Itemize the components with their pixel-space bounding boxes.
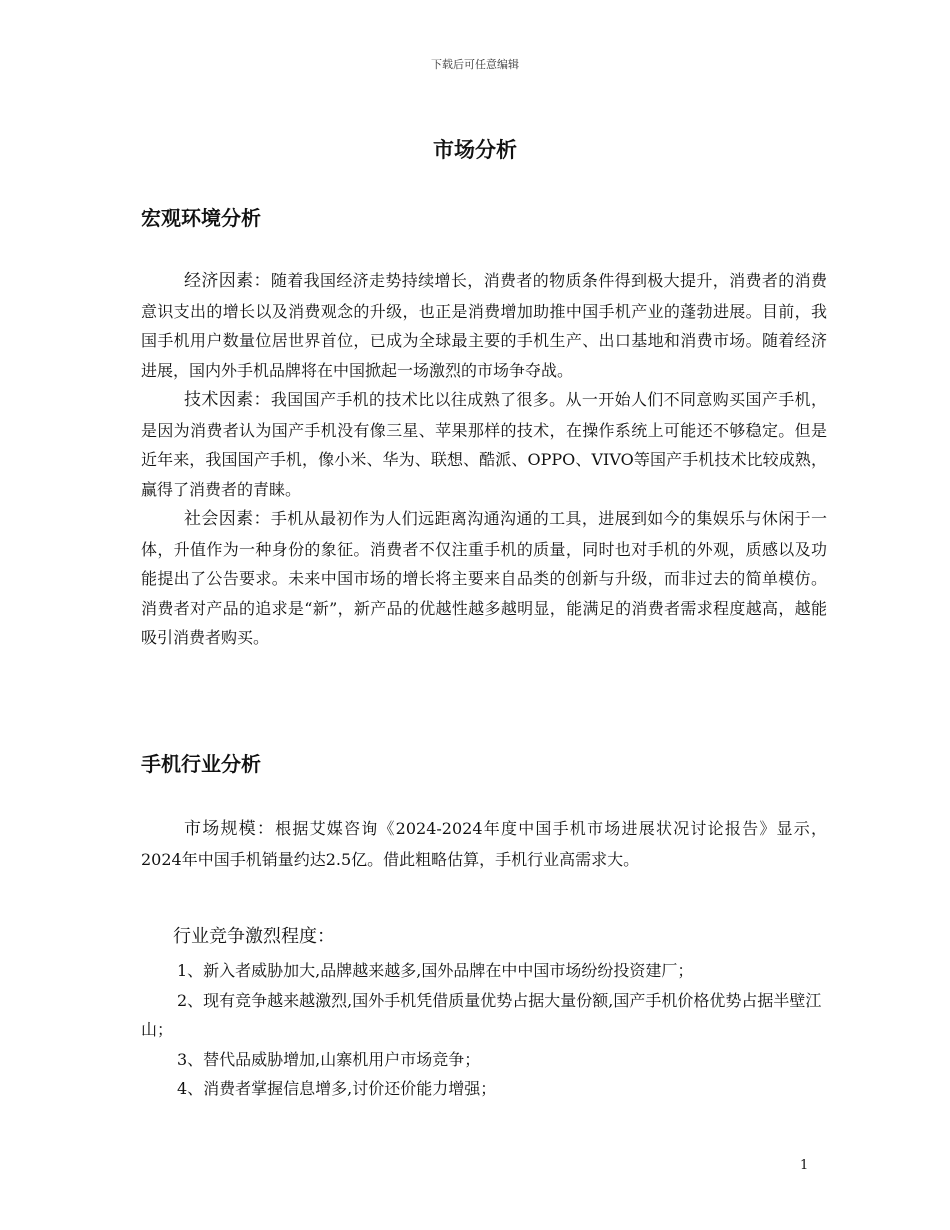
social-text: 手机从最初作为人们远距离沟通沟通的工具，进展到如今的集娱乐与休闲于一体，升值作为一种身份的象征。消费者不仅注重手机的质量，同时也对手机的外观，质感以及功能提出了公告要求。未来中国市场的增长将主要来自品类的创新与升级，而非过去的简单模仿。消费者对产品的追求是“新”，新产品的优越性越多越明显，能满足的消费者需求程度越高，越能吸引消费者购买。 (141, 509, 827, 647)
competition-heading: 行业竞争激烈程度： (173, 926, 335, 947)
paragraph-social (141, 504, 827, 653)
list-item: 1、新入者威胁加大,品牌越来越多,国外品牌在中中国市场纷纷投资建厂； (177, 961, 694, 980)
list-item: 2、现有竞争越来越激烈,国外手机凭借质量优势占据大量份额,国产手机价格优势占据半壁江山； (141, 990, 822, 1039)
economic-label: 经济因素： (184, 271, 271, 291)
economic-text: 随着我国经济走势持续增长，消费者的物质条件得到极大提升，消费者的消费意识支出的增长以及消费观念的升级，也正是消费增加助推中国手机产业的蓬勃进展。目前，我国手机用户数量位居世界首位，已成为全球最主要的手机生产、出口基地和消费市场。随着经济进展，国内外手机品牌将在中国掀起一场激烈的市场争夺战。 (141, 271, 827, 380)
competition-list (141, 956, 827, 1104)
section-heading-industry: 手机行业分析 (141, 752, 261, 776)
macro-body (141, 266, 827, 653)
industry-body (141, 814, 827, 874)
header-note: 下载后可任意编辑 (431, 58, 519, 71)
section-heading-macro: 宏观环境分析 (141, 206, 261, 230)
page-title: 市场分析 (433, 138, 517, 162)
technical-label: 技术因素： (184, 390, 271, 410)
paragraph-technical (141, 385, 827, 504)
page-number: 1 (800, 1158, 809, 1173)
list-item: 4、消费者掌握信息增多,讨价还价能力增强； (177, 1079, 497, 1098)
paragraph-economic (141, 266, 827, 385)
market-size-label: 市场规模： (184, 819, 276, 839)
paragraph-market-size (141, 814, 827, 874)
social-label: 社会因素： (184, 509, 271, 529)
technical-text: 我国国产手机的技术比以往成熟了很多。从一开始人们不同意购买国产手机，是因为消费者认为国产手机没有像三星、苹果那样的技术，在操作系统上可能还不够稳定。但是近年来，我国国产手机，像小米、华为、联想、酷派、OPPO、VIVO等国产手机技术比较成熟，赢得了消费者的青睐。 (141, 390, 827, 499)
list-item: 3、替代品威胁增加,山寨机用户市场竞争； (177, 1049, 481, 1069)
market-size-text: 根据艾媒咨询《2024-2024年度中国手机市场进展状况讨论报告》显示，2024年中国手机销量约达2.5亿。借此粗略估算，手机行业高需求大。 (141, 819, 827, 869)
